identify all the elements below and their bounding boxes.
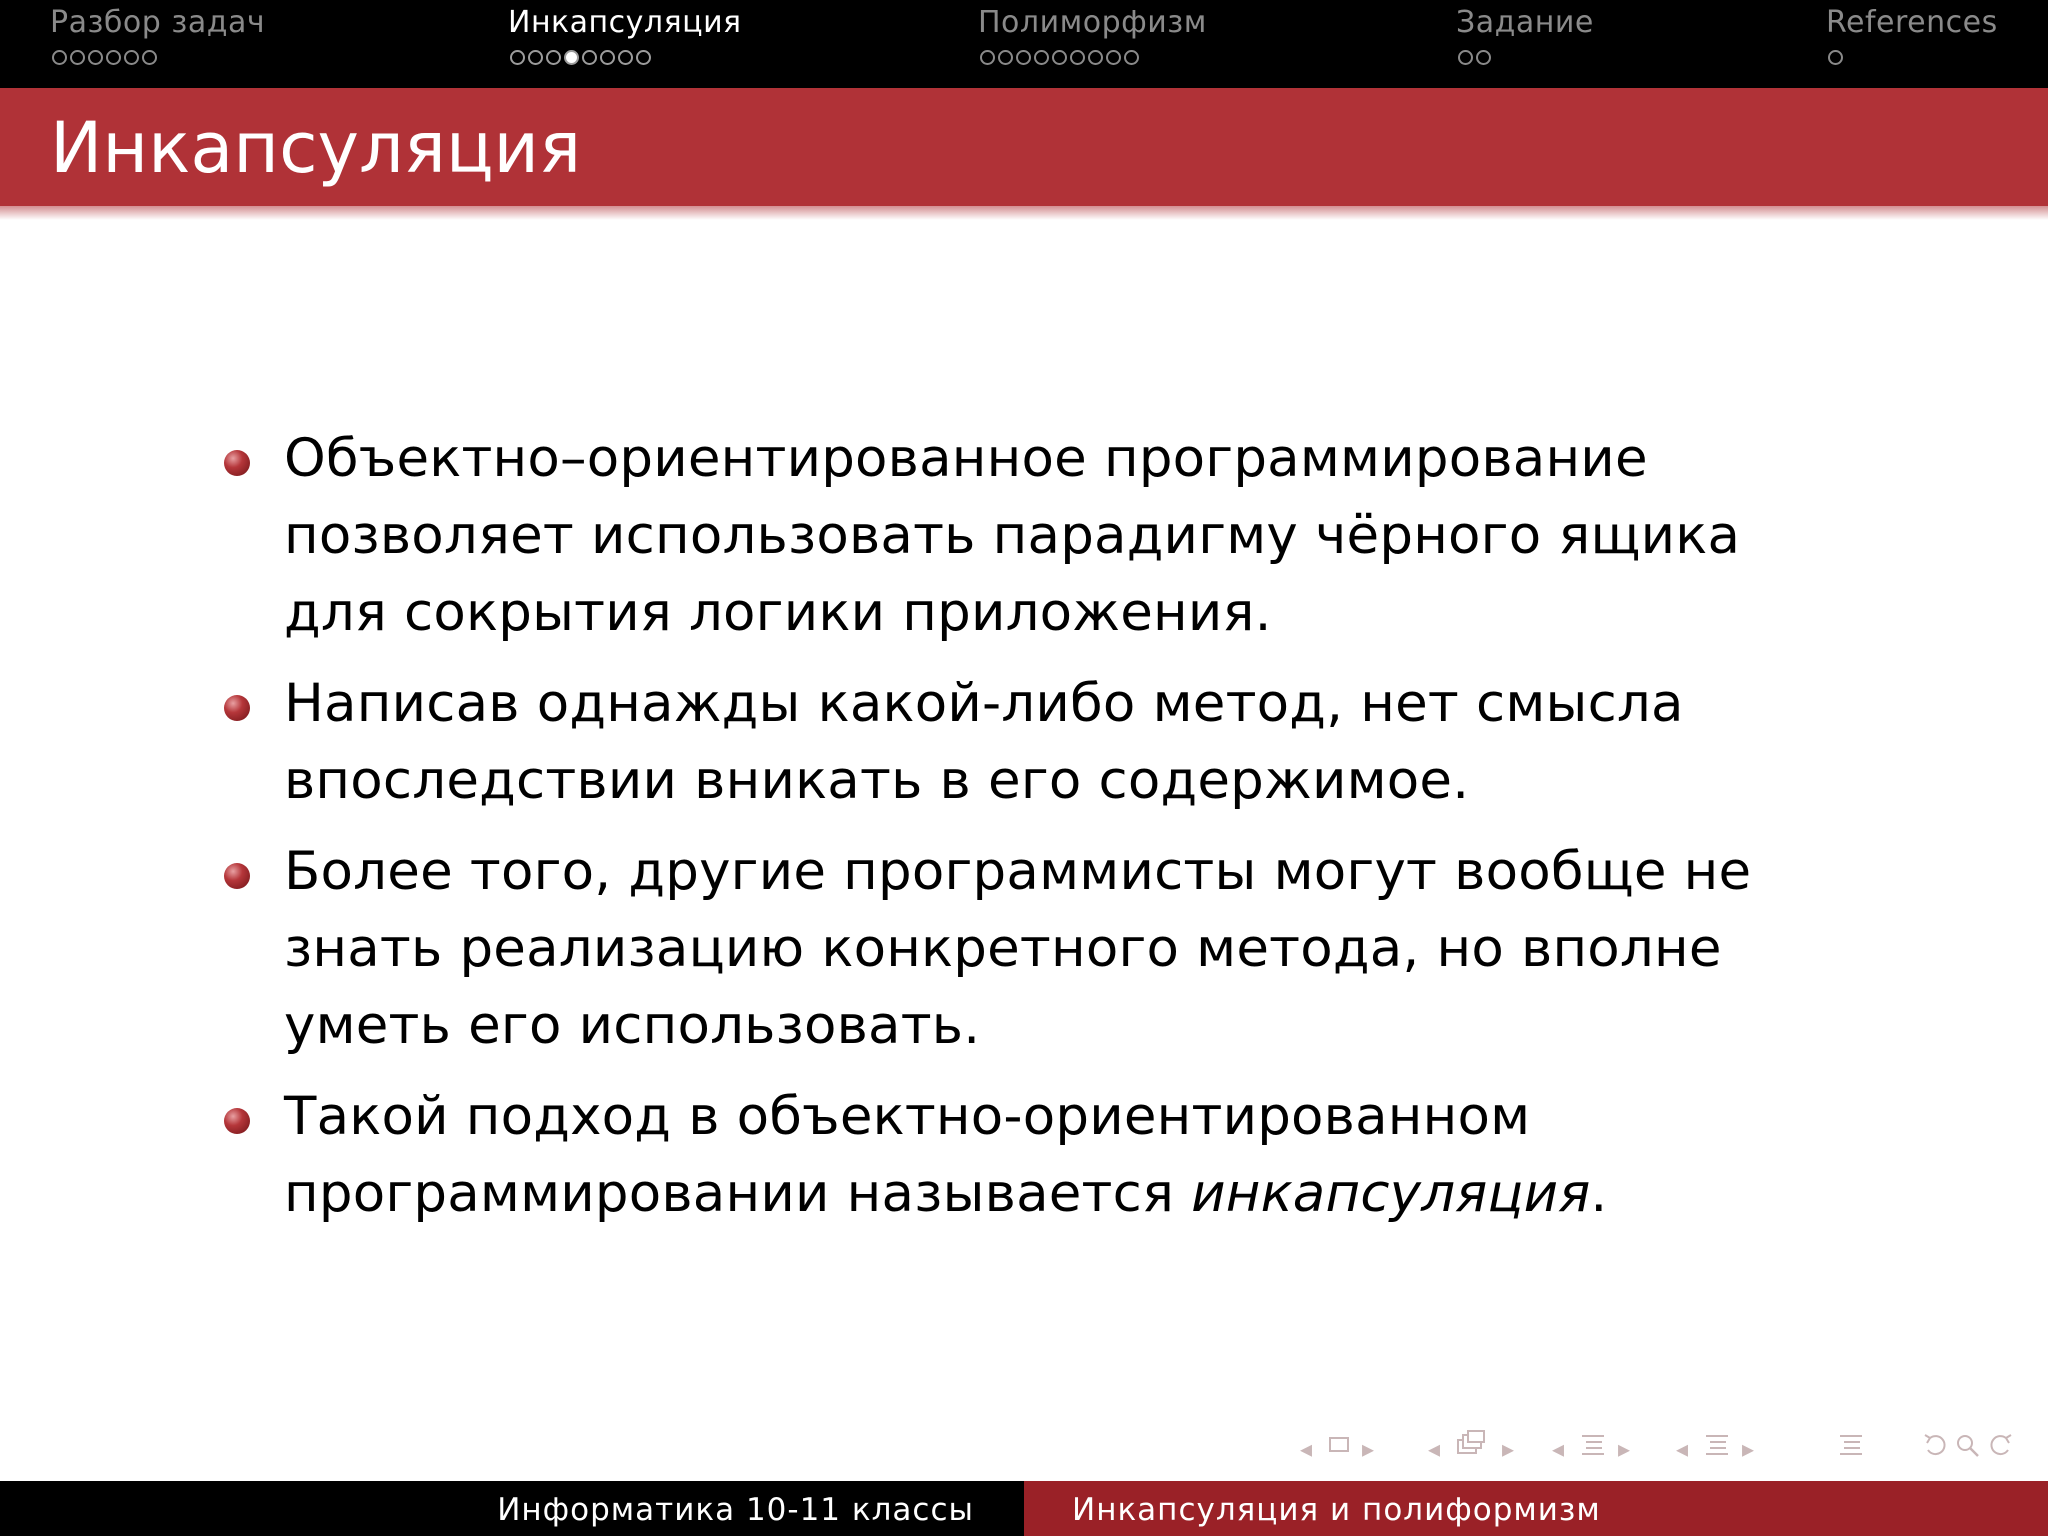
frame-title-bar — [0, 88, 2048, 206]
section-icon[interactable] — [1704, 1432, 1730, 1465]
footline-left — [0, 1481, 1024, 1536]
document-icon[interactable] — [1838, 1432, 1864, 1465]
bullet-text-tail: . — [1590, 1163, 1608, 1224]
frame-dot[interactable] — [1458, 50, 1473, 65]
frame-dot[interactable] — [1070, 50, 1085, 65]
frame-dot[interactable] — [1106, 50, 1121, 65]
frame-title: Инкапсуляция — [50, 107, 582, 189]
nav-dots — [510, 50, 651, 72]
frame-dot[interactable] — [106, 50, 121, 65]
frame-dot[interactable] — [124, 50, 139, 65]
subsection-icon[interactable] — [1456, 1430, 1486, 1465]
search-icon[interactable] — [1954, 1432, 1982, 1465]
nav-left-arrow-icon[interactable]: ◂ — [1552, 1435, 1565, 1463]
frame-dot[interactable] — [980, 50, 995, 65]
bullet-ball-icon — [224, 1108, 250, 1134]
frame-dot[interactable] — [1476, 50, 1491, 65]
nav-dots — [1458, 50, 1491, 72]
footline-right — [1024, 1481, 2048, 1536]
nav-section-label[interactable]: References — [1826, 5, 1998, 40]
bullet-text — [284, 1078, 1860, 1232]
emphasized-term: инкапсуляция — [1191, 1163, 1591, 1224]
list-item — [220, 1078, 1860, 1232]
bullet-ball-icon — [224, 695, 250, 721]
frame-dot[interactable] — [998, 50, 1013, 65]
footline — [0, 1481, 2048, 1536]
nav-section-label[interactable]: Задание — [1456, 5, 1594, 40]
bullet-text: Объектно–ориентированное программирование позволяет использовать парадигму чёрного ящика для сокрытия логики приложения. — [284, 428, 1741, 643]
frame-dot[interactable] — [546, 50, 561, 65]
frame-dot[interactable] — [1034, 50, 1049, 65]
list-item — [220, 420, 1860, 651]
undo-icon[interactable] — [1922, 1432, 1950, 1465]
nav-dots — [1828, 50, 1843, 72]
frame-dot[interactable] — [1016, 50, 1031, 65]
nav-dots — [52, 50, 157, 72]
course-title: Информатика 10-11 классы — [497, 1492, 974, 1528]
frame-dot[interactable] — [636, 50, 651, 65]
bullet-list — [220, 420, 1860, 1246]
nav-left-arrow-icon[interactable]: ◂ — [1676, 1435, 1689, 1463]
section-icon[interactable] — [1580, 1432, 1606, 1465]
frame-dot[interactable] — [528, 50, 543, 65]
nav-left-arrow-icon[interactable]: ◂ — [1428, 1435, 1441, 1463]
nav-section-label[interactable]: Инкапсуляция — [508, 5, 742, 40]
presentation-title: Инкапсуляция и полиформизм — [1072, 1492, 1601, 1528]
bullet-ball-icon — [224, 863, 250, 889]
bullet-text: Более того, другие программисты могут вообще не знать реализацию конкретного метода, но вполне уметь его использовать. — [284, 841, 1752, 1056]
nav-right-arrow-icon[interactable]: ▸ — [1742, 1435, 1755, 1463]
nav-right-arrow-icon[interactable]: ▸ — [1618, 1435, 1631, 1463]
frame-dot[interactable] — [1052, 50, 1067, 65]
bullet-text-lead: Такой подход в объектно-ориентированном программировании называется — [284, 1086, 1531, 1224]
title-bar-shadow — [0, 206, 2048, 220]
nav-section-label[interactable]: Разбор задач — [50, 5, 266, 40]
nav-left-arrow-icon[interactable]: ◂ — [1300, 1435, 1313, 1463]
frame-dot[interactable] — [70, 50, 85, 65]
frame-icon[interactable] — [1328, 1432, 1350, 1462]
nav-right-arrow-icon[interactable]: ▸ — [1362, 1435, 1375, 1463]
frame-dot[interactable] — [142, 50, 157, 65]
frame-dot[interactable] — [52, 50, 67, 65]
frame-dot[interactable] — [88, 50, 103, 65]
bullet-ball-icon — [224, 450, 250, 476]
frame-dot[interactable] — [1088, 50, 1103, 65]
bullet-text: Написав однажды какой-либо метод, нет смысла впоследствии вникать в его содержимое. — [284, 673, 1684, 811]
list-item — [220, 833, 1860, 1064]
nav-section-label[interactable]: Полиморфизм — [978, 5, 1207, 40]
nav-dots — [980, 50, 1139, 72]
frame-dot[interactable] — [1828, 50, 1843, 65]
frame-dot[interactable] — [510, 50, 525, 65]
redo-icon[interactable] — [1986, 1432, 2014, 1465]
top-navigation-bar — [0, 0, 2048, 88]
frame-dot[interactable] — [1124, 50, 1139, 65]
frame-dot[interactable] — [618, 50, 633, 65]
navigation-symbols — [1300, 1430, 2040, 1470]
frame-dot[interactable] — [582, 50, 597, 65]
list-item — [220, 665, 1860, 819]
nav-right-arrow-icon[interactable]: ▸ — [1502, 1435, 1515, 1463]
frame-dot[interactable] — [600, 50, 615, 65]
current-frame-dot[interactable] — [564, 50, 579, 65]
